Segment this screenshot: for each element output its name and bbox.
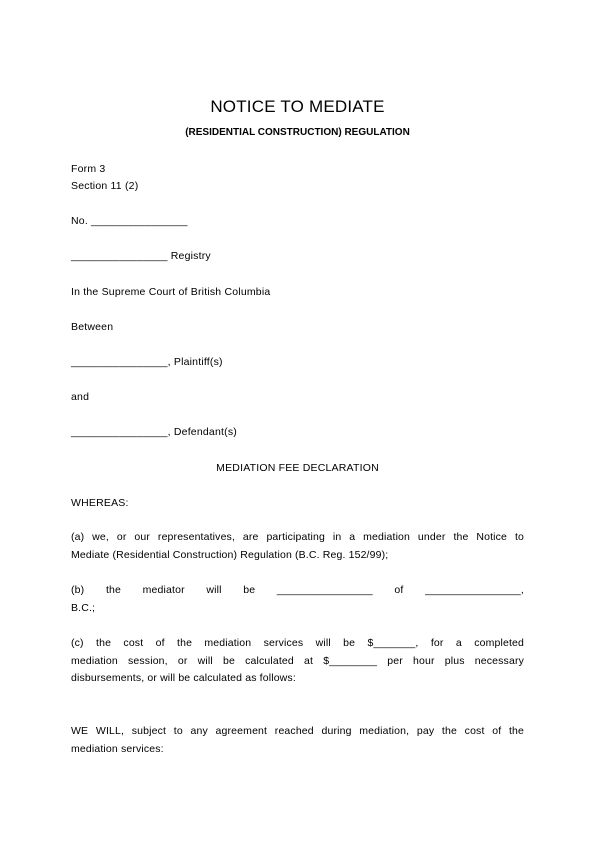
section-label: Section 11 (2) xyxy=(71,180,139,192)
paragraph-a-line: (a) we, or our representatives, are participating in a mediation under the Notice to xyxy=(71,531,524,543)
paragraph-c-line: (c) the cost of the mediation services will be $_______, for a completed xyxy=(71,637,524,649)
paragraph-a xyxy=(71,529,524,564)
number-field: No. ________________ xyxy=(71,215,188,227)
paragraph-b-line: B.C.; xyxy=(71,601,96,614)
paragraph-b xyxy=(71,582,524,617)
paragraph-c-line: disbursements, or will be calculated as follows: xyxy=(71,672,296,684)
plaintiff-field: ________________, Plaintiff(s) xyxy=(71,356,223,368)
declaration-heading: MEDIATION FEE DECLARATION xyxy=(216,462,379,474)
paragraph-c xyxy=(71,635,524,688)
paragraph-c-line: mediation session, or will be calculated at $________ per hour plus necessary xyxy=(71,654,524,667)
paragraph-b-line: (b) the mediator will be ________________ of ________________, xyxy=(71,584,524,596)
defendant-field: ________________, Defendant(s) xyxy=(71,426,237,438)
we-will-line: WE WILL, subject to any agreement reached during mediation, pay the cost of the xyxy=(71,725,524,737)
document-subtitle: (RESIDENTIAL CONSTRUCTION) REGULATION xyxy=(185,127,410,138)
we-will-paragraph xyxy=(71,723,524,758)
form-label: Form 3 xyxy=(71,163,106,175)
document-title: NOTICE TO MEDIATE xyxy=(210,97,385,116)
whereas-label: WHEREAS: xyxy=(71,497,129,509)
court-line: In the Supreme Court of British Columbia xyxy=(71,286,271,298)
paragraph-a-line: Mediate (Residential Construction) Regulation (B.C. Reg. 152/99); xyxy=(71,548,389,561)
and-label: and xyxy=(71,391,90,403)
we-will-line: mediation services: xyxy=(71,742,164,755)
between-label: Between xyxy=(71,321,114,333)
registry-field: ________________ Registry xyxy=(71,250,211,262)
